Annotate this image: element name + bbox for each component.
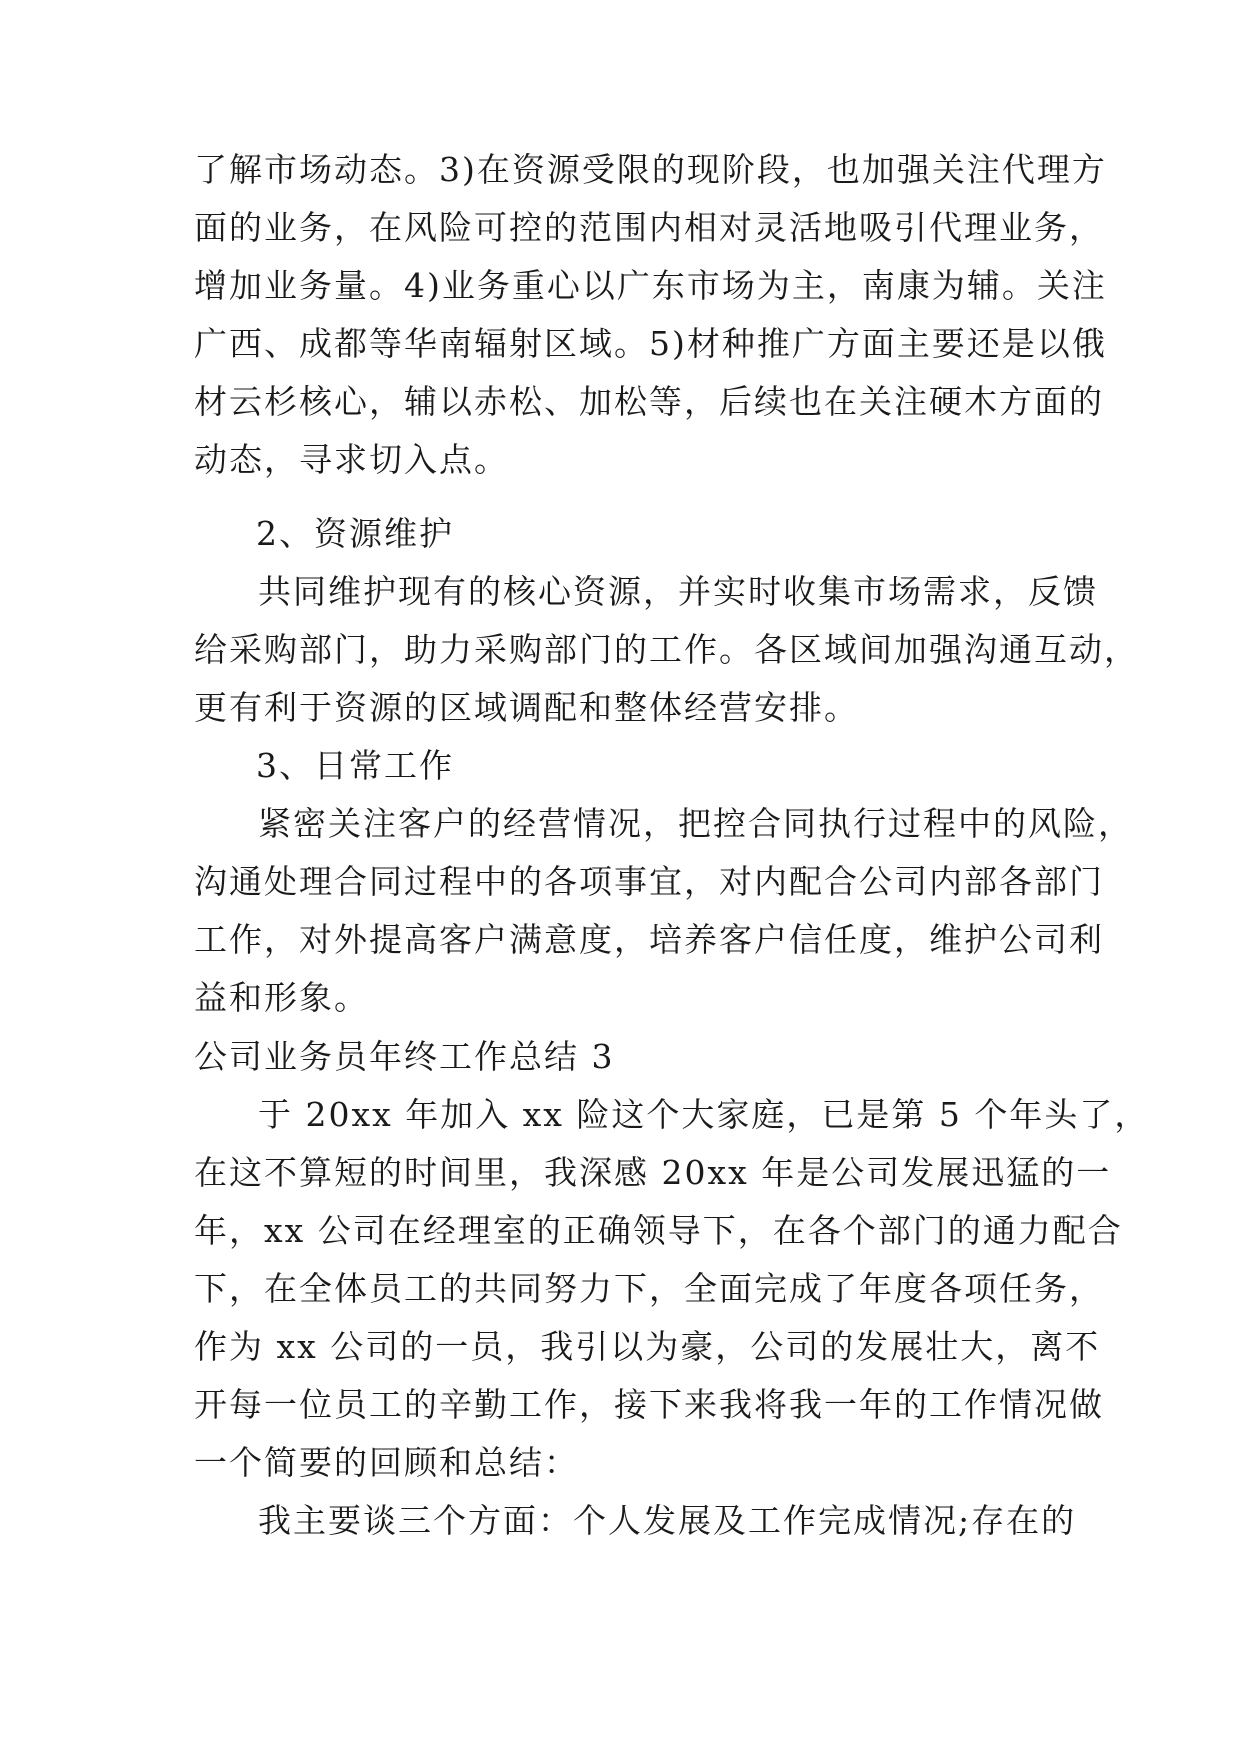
text-line: 沟通处理合同过程中的各项事宜，对内配合公司内部各部门 [194,862,1104,901]
article-section [194,1028,1150,1550]
text-line: 紧密关注客户的经营情况，把控合同执行过程中的风险， [258,804,1133,843]
text-line: 给采购部门，助力采购部门的工作。各区域间加强沟通互动， [194,630,1139,669]
text-line: 面的业务，在风险可控的范围内相对灵活地吸引代理业务， [194,208,1104,247]
text-line: 一个简要的回顾和总结： [194,1443,579,1482]
section-resource-maintenance [194,505,1139,737]
text-line: 下，在全体员工的共同努力下，全面完成了年度各项任务， [194,1269,1104,1308]
section-daily-work [194,737,1133,1027]
text-line: 于 20xx 年加入 xx 险这个大家庭，已是第 5 个年头了， [258,1095,1150,1134]
text-line: 共同维护现有的核心资源，并实时收集市场需求，反馈 [258,572,1098,611]
text-line: 作为 xx 公司的一员，我引以为豪，公司的发展壮大，离不 [194,1327,1101,1366]
text-line: 动态，寻求切入点。 [194,440,509,479]
section-heading: 2、资源维护 [256,514,454,553]
text-line: 我主要谈三个方面：个人发展及工作完成情况;存在的 [258,1501,1077,1540]
text-line: 年，xx 公司在经理室的正确领导下，在各个部门的通力配合 [194,1211,1123,1250]
article-title: 公司业务员年终工作总结 3 [194,1037,615,1076]
text-line: 增加业务量。4)业务重心以广东市场为主，南康为辅。关注 [194,266,1107,305]
paragraph-market-strategy [194,141,1107,489]
text-line: 益和形象。 [194,978,369,1017]
section-heading: 3、日常工作 [256,746,454,785]
text-line: 了解市场动态。3)在资源受限的现阶段，也加强关注代理方 [194,150,1107,189]
text-line: 更有利于资源的区域调配和整体经营安排。 [194,688,859,727]
text-line: 材云杉核心，辅以赤松、加松等，后续也在关注硬木方面的 [194,382,1104,421]
text-line: 广西、成都等华南辐射区域。5)材种推广方面主要还是以俄 [194,324,1107,363]
text-line: 在这不算短的时间里，我深感 20xx 年是公司发展迅猛的一 [194,1153,1112,1192]
text-line: 开每一位员工的辛勤工作，接下来我将我一年的工作情况做 [194,1385,1104,1424]
text-line: 工作，对外提高客户满意度，培养客户信任度，维护公司利 [194,920,1104,959]
